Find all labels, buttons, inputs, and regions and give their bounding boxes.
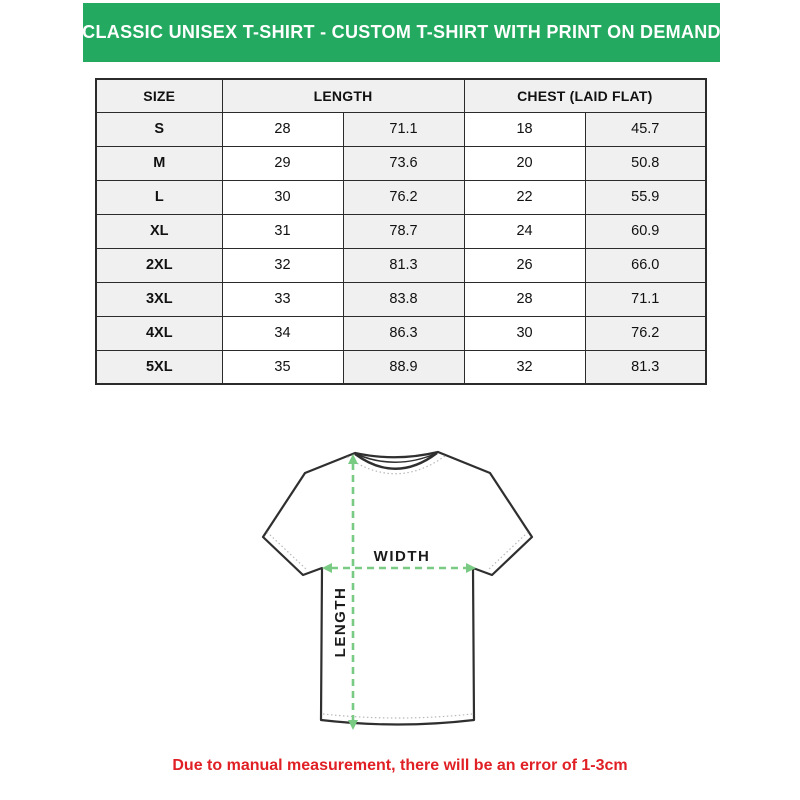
length-in-cell: 33 [222, 282, 343, 316]
length-cm-cell: 88.9 [343, 350, 464, 384]
chest-in-cell: 20 [464, 146, 585, 180]
header-size: SIZE [96, 79, 222, 112]
chest-in-cell: 32 [464, 350, 585, 384]
chest-cm-cell: 71.1 [585, 282, 706, 316]
length-cm-cell: 78.7 [343, 214, 464, 248]
table-row [96, 112, 706, 146]
measurement-error-note: Due to manual measurement, there will be an error of 1-3cm [172, 757, 628, 774]
header-row [96, 79, 706, 112]
chest-cm-cell: 55.9 [585, 180, 706, 214]
chest-in-cell: 24 [464, 214, 585, 248]
length-cm-cell: 83.8 [343, 282, 464, 316]
size-cell: 2XL [96, 248, 222, 282]
size-cell: 3XL [96, 282, 222, 316]
length-cm-cell: 86.3 [343, 316, 464, 350]
page-title: CLASSIC UNISEX T-SHIRT - CUSTOM T-SHIRT WITH PRINT ON DEMAND [82, 22, 721, 42]
chest-in-cell: 26 [464, 248, 585, 282]
length-label: LENGTH [332, 586, 349, 658]
chest-in-cell: 22 [464, 180, 585, 214]
table-row [96, 214, 706, 248]
table-row [96, 248, 706, 282]
chest-cm-cell: 60.9 [585, 214, 706, 248]
chest-cm-cell: 45.7 [585, 112, 706, 146]
size-cell: M [96, 146, 222, 180]
chest-in-cell: 18 [464, 112, 585, 146]
length-cm-cell: 81.3 [343, 248, 464, 282]
length-cm-cell: 76.2 [343, 180, 464, 214]
size-table [95, 78, 707, 385]
chest-cm-cell: 76.2 [585, 316, 706, 350]
title-banner [83, 3, 720, 62]
size-cell: 5XL [96, 350, 222, 384]
chest-cm-cell: 81.3 [585, 350, 706, 384]
length-cm-cell: 73.6 [343, 146, 464, 180]
size-cell: L [96, 180, 222, 214]
table-row [96, 316, 706, 350]
chest-in-cell: 30 [464, 316, 585, 350]
size-cell: 4XL [96, 316, 222, 350]
length-in-cell: 32 [222, 248, 343, 282]
length-cm-cell: 71.1 [343, 112, 464, 146]
length-arrowhead-bottom-icon [348, 720, 358, 730]
table-row [96, 146, 706, 180]
header-chest: CHEST (LAID FLAT) [464, 79, 706, 112]
tshirt-measurement-diagram [240, 430, 570, 760]
table-row [96, 282, 706, 316]
length-in-cell: 28 [222, 112, 343, 146]
chest-cm-cell: 50.8 [585, 146, 706, 180]
table-row [96, 350, 706, 384]
width-label: WIDTH [373, 548, 431, 565]
length-in-cell: 34 [222, 316, 343, 350]
chest-cm-cell: 66.0 [585, 248, 706, 282]
header-length: LENGTH [222, 79, 464, 112]
size-cell: XL [96, 214, 222, 248]
length-in-cell: 35 [222, 350, 343, 384]
length-in-cell: 30 [222, 180, 343, 214]
size-cell: S [96, 112, 222, 146]
tshirt-outline [263, 452, 532, 725]
chest-in-cell: 28 [464, 282, 585, 316]
length-in-cell: 29 [222, 146, 343, 180]
length-in-cell: 31 [222, 214, 343, 248]
table-row [96, 180, 706, 214]
